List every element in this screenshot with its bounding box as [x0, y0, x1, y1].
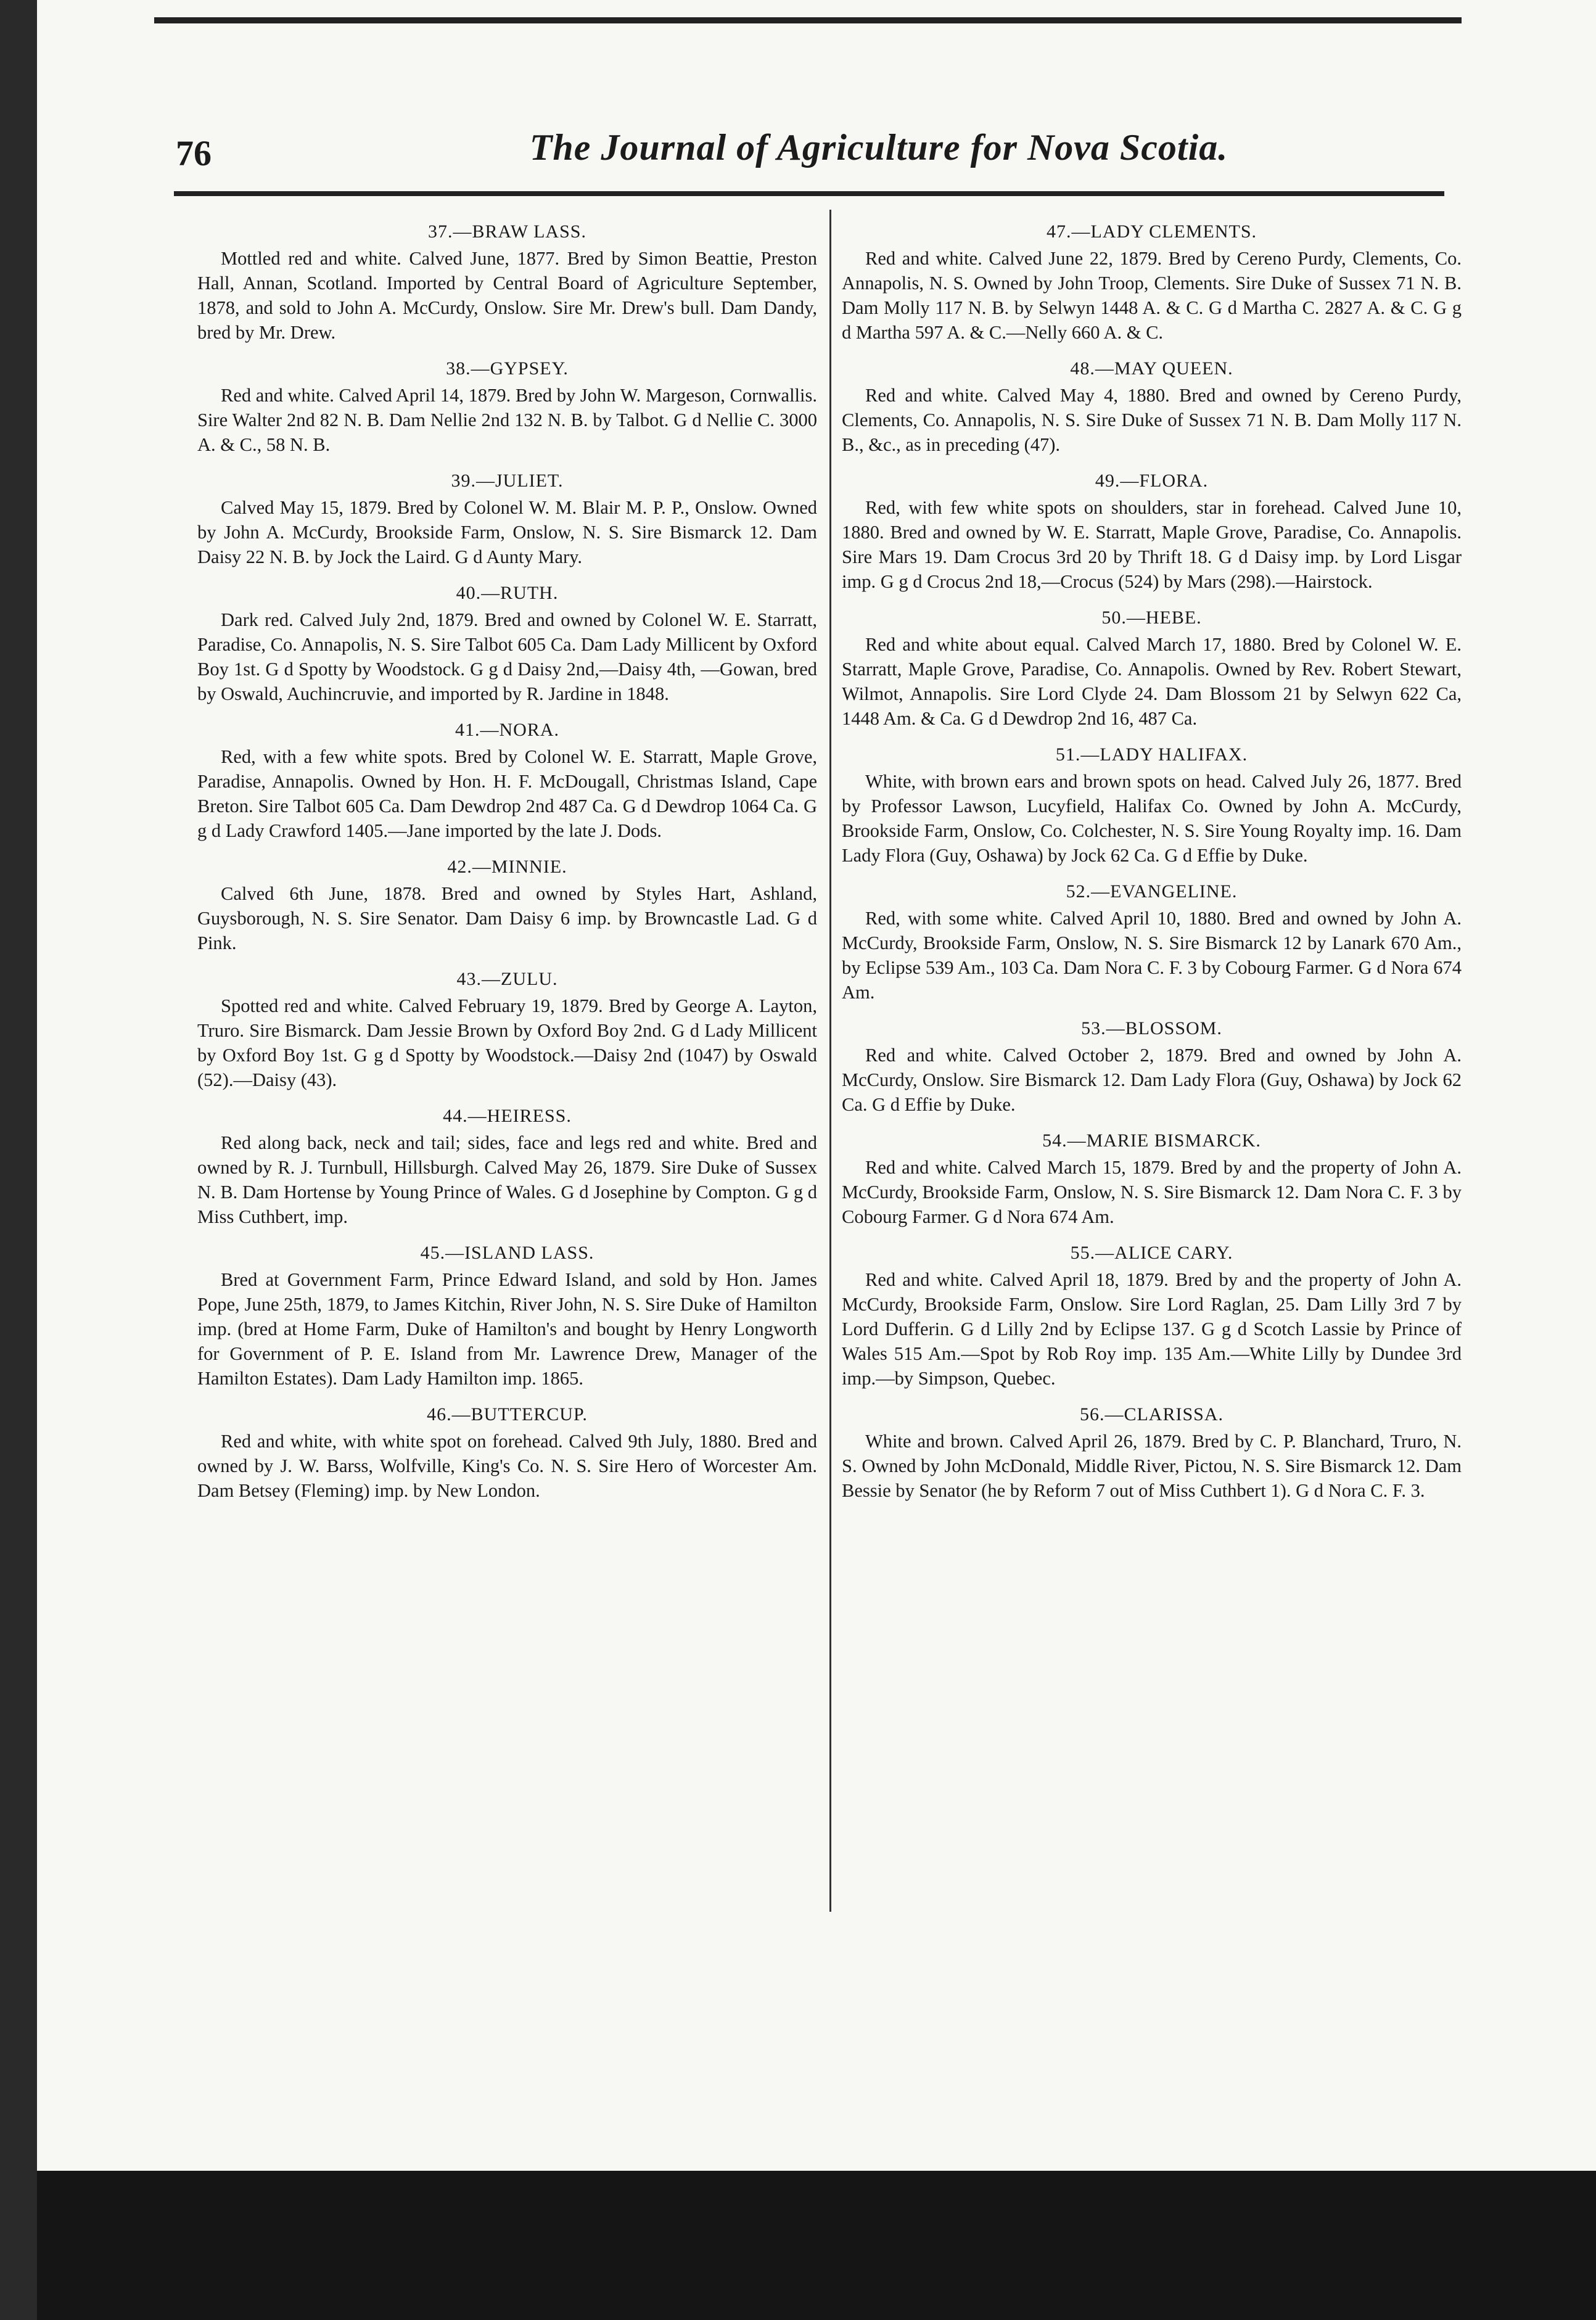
entry-title: 53.—BLOSSOM.	[1081, 1018, 1222, 1039]
entry-48	[842, 358, 1462, 457]
entry-body: Red and white. Calved April 14, 1879. Bred by John W. Margeson, Cornwallis. Sire Walter 2nd 82 N. B. Dam Nellie 2nd 132 N. B. by Talbot. G d Nellie C. 3000 A. & C., 58 N. B.	[197, 385, 817, 455]
entry-title: 52.—EVANGELINE.	[1066, 881, 1238, 902]
entry-body: Red, with some white. Calved April 10, 1880. Bred and owned by John A. McCurdy, Brookside Farm, Onslow, N. S. Sire Bismarck 12 by Lanark 670 Am., by Eclipse 539 Am., 103 Ca. Dam Nora C. F. 3 by Cobourg Farmer. G d Nora 674 Am.	[842, 908, 1462, 1003]
entry-42	[197, 857, 817, 955]
entry-title: 49.—FLORA.	[1095, 471, 1209, 491]
scan-shadow	[0, 0, 37, 2320]
entry-45	[197, 1243, 817, 1391]
entry-54	[842, 1130, 1462, 1229]
entry-body: Red and white about equal. Calved March 17, 1880. Bred by Colonel W. E. Starratt, Maple Grove, Paradise, Co. Annapolis. Owned by Rev. Robert Stewart, Wilmot, Annapolis. Sire Lord Clyde 24. Dam Blossom 21 by Selwyn 622 Ca, 1448 Am. & Ca. G d Dewdrop 2nd 16, 487 Ca.	[842, 634, 1462, 729]
entry-title: 40.—RUTH.	[456, 583, 559, 603]
entry-body: White and brown. Calved April 26, 1879. Bred by C. P. Blanchard, Truro, N. S. Owned by John McDonald, Middle River, Pictou, N. S. Sire Bismarck 12. Dam Bessie by Senator (he by Reform 7 out of Miss Cuthbert 1). G d Nora C. F. 3.	[842, 1431, 1462, 1501]
scan-bottom-edge	[37, 2171, 1596, 2320]
entry-51	[842, 744, 1462, 868]
entry-40	[197, 583, 817, 706]
entry-55	[842, 1243, 1462, 1391]
entry-body: Spotted red and white. Calved February 19, 1879. Bred by George A. Layton, Truro. Sire Bismarck. Dam Jessie Brown by Oxford Boy 2nd. G d Lady Millicent by Oxford Boy 1st. G g d Spotty by Woodstock.—Daisy 2nd (1047) by Oswald (52).—Daisy (43).	[197, 995, 817, 1090]
entry-body: Red and white. Calved April 18, 1879. Bred by and the property of John A. McCurdy, Brookside Farm, Onslow. Sire Lord Raglan, 25. Dam Lilly 3rd 7 by Lord Dufferin. G d Lilly 2nd by Eclipse 137. G g d Scotch Lassie by Prince of Wales 515 Am.—Spot by Rob Roy imp. 135 Am.—White Lilly by Dundee 3rd imp.—by Simpson, Quebec.	[842, 1269, 1462, 1389]
entry-title: 42.—MINNIE.	[447, 857, 567, 877]
entry-title: 55.—ALICE CARY.	[1070, 1243, 1233, 1263]
entry-49	[842, 471, 1462, 594]
entry-body: Red and white, with white spot on forehead. Calved 9th July, 1880. Bred and owned by J. W. Barss, Wolfville, King's Co. N. S. Sire Hero of Worcester Am. Dam Betsey (Fleming) imp. by New London.	[197, 1431, 817, 1501]
entry-41	[197, 720, 817, 843]
entry-body: Calved May 15, 1879. Bred by Colonel W. M. Blair M. P. P., Onslow. Owned by John A. McCurdy, Brookside Farm, Onslow, N. S. Sire Bismarck 12. Dam Daisy 22 N. B. by Jock the Laird. G d Aunty Mary.	[197, 497, 817, 567]
entry-body: Red along back, neck and tail; sides, face and legs red and white. Bred and owned by R. J. Turnbull, Hillsburgh. Calved May 26, 1879. Sire Duke of Sussex N. B. Dam Hortense by Young Prince of Wales. G d Josephine by Compton. G g d Miss Cuthbert, imp.	[197, 1132, 817, 1227]
entry-title: 44.—HEIRESS.	[443, 1106, 572, 1126]
entry-title: 47.—LADY CLEMENTS.	[1046, 221, 1257, 242]
entry-body: White, with brown ears and brown spots on head. Calved July 26, 1877. Bred by Professor Lawson, Lucyfield, Halifax Co. Owned by John A. McCurdy, Brookside Farm, Onslow, Co. Colchester, N. S. Sire Young Royalty imp. 16. Dam Lady Flora (Guy, Oshawa) by Jock 62 Ca. G d Effie by Duke.	[842, 771, 1462, 866]
entry-body: Red and white. Calved October 2, 1879. Bred and owned by John A. McCurdy, Onslow. Sire Bismarck 12. Dam Lady Flora (Guy, Oshawa) by Jock 62 Ca. G d Effie by Duke.	[842, 1045, 1462, 1115]
entry-title: 45.—ISLAND LASS.	[420, 1243, 594, 1263]
entry-title: 43.—ZULU.	[456, 969, 558, 989]
entry-body: Red, with few white spots on shoulders, star in forehead. Calved June 10, 1880. Bred and owned by W. E. Starratt, Maple Grove, Paradise, Co. Annapolis. Sire Mars 19. Dam Crocus 3rd 20 by Thrift 18. G d Daisy imp. by Lord Lisgar imp. G g d Crocus 2nd 18,—Crocus (524) by Mars (298).—Hairstock.	[842, 497, 1462, 592]
page-number: 76	[176, 133, 212, 173]
entry-title: 51.—LADY HALIFAX.	[1055, 744, 1248, 765]
entry-title: 37.—BRAW LASS.	[428, 221, 586, 242]
entry-body: Bred at Government Farm, Prince Edward Island, and sold by Hon. James Pope, June 25th, 1879, to James Kitchin, River John, N. S. Sire Duke of Hamilton imp. (bred at Home Farm, Duke of Hamilton's and bought by Henry Longworth for Government of P. E. Island from Mr. Lawrence Drew, Manager of the Hamilton Estates). Dam Lady Hamilton imp. 1865.	[197, 1269, 817, 1389]
entry-body: Red and white. Calved June 22, 1879. Bred by Cereno Purdy, Clements, Co. Annapolis, N. S. Owned by John Troop, Clements. Sire Duke of Sussex 71 N. B. Dam Molly 117 N. B. by Selwyn 1448 A. & C. G d Martha C. 2827 A. & C. G g d Martha 597 A. & C.—Nelly 660 A. & C.	[842, 248, 1462, 343]
entry-body: Red and white. Calved March 15, 1879. Bred by and the property of John A. McCurdy, Brookside Farm, Onslow, N. S. Sire Bismarck 12. Dam Nora C. F. 3 by Cobourg Farmer. G d Nora 674 Am.	[842, 1157, 1462, 1227]
entry-47	[842, 221, 1462, 345]
header-rule	[174, 191, 1444, 196]
entry-title: 38.—GYPSEY.	[446, 358, 569, 379]
entry-title: 54.—MARIE BISMARCK.	[1042, 1130, 1261, 1151]
entry-title: 41.—NORA.	[455, 720, 559, 740]
left-column	[197, 213, 817, 1516]
entry-38	[197, 358, 817, 457]
scan-top-edge	[154, 17, 1462, 23]
entry-title: 50.—HEBE.	[1101, 607, 1202, 628]
entry-52	[842, 881, 1462, 1005]
entry-53	[842, 1018, 1462, 1117]
entry-title: 46.—BUTTERCUP.	[427, 1404, 588, 1425]
entry-44	[197, 1106, 817, 1229]
right-column	[842, 213, 1462, 1516]
entry-43	[197, 969, 817, 1092]
entry-body: Calved 6th June, 1878. Bred and owned by Styles Hart, Ashland, Guysborough, N. S. Sire Senator. Dam Daisy 6 imp. by Browncastle Lad. G d Pink.	[197, 883, 817, 953]
entry-title: 56.—CLARISSA.	[1079, 1404, 1224, 1425]
entry-37	[197, 221, 817, 345]
entry-title: 48.—MAY QUEEN.	[1070, 358, 1233, 379]
entry-title: 39.—JULIET.	[451, 471, 564, 491]
column-divider	[829, 210, 831, 1912]
entry-body: Red, with a few white spots. Bred by Colonel W. E. Starratt, Maple Grove, Paradise, Annapolis. Owned by Hon. H. F. McDougall, Christmas Island, Cape Breton. Sire Talbot 605 Ca. Dam Dewdrop 2nd 487 Ca. G d Dewdrop 1064 Ca. G g d Lady Crawford 1405.—Jane imported by the late J. Dods.	[197, 746, 817, 841]
entry-body: Mottled red and white. Calved June, 1877. Bred by Simon Beattie, Preston Hall, Annan, Scotland. Imported by Central Board of Agriculture September, 1878, and sold to John A. McCurdy, Onslow. Sire Mr. Drew's bull. Dam Dandy, bred by Mr. Drew.	[197, 248, 817, 343]
entry-body: Red and white. Calved May 4, 1880. Bred and owned by Cereno Purdy, Clements, Co. Annapolis, N. S. Sire Duke of Sussex 71 N. B. Dam Molly 117 N. B., &c., as in preceding (47).	[842, 385, 1462, 455]
journal-title: The Journal of Agriculture for Nova Scotia.	[529, 127, 1228, 168]
entry-46	[197, 1404, 817, 1503]
entry-50	[842, 607, 1462, 731]
entry-56	[842, 1404, 1462, 1503]
entry-39	[197, 471, 817, 569]
entry-body: Dark red. Calved July 2nd, 1879. Bred and owned by Colonel W. E. Starratt, Paradise, Co. Annapolis, N. S. Sire Talbot 605 Ca. Dam Lady Millicent by Oxford Boy 1st. G d Spotty by Woodstock. G g d Daisy 2nd,—Daisy 4th, —Gowan, bred by Oswald, Auchincruvie, and imported by R. Jardine in 1848.	[197, 609, 817, 704]
